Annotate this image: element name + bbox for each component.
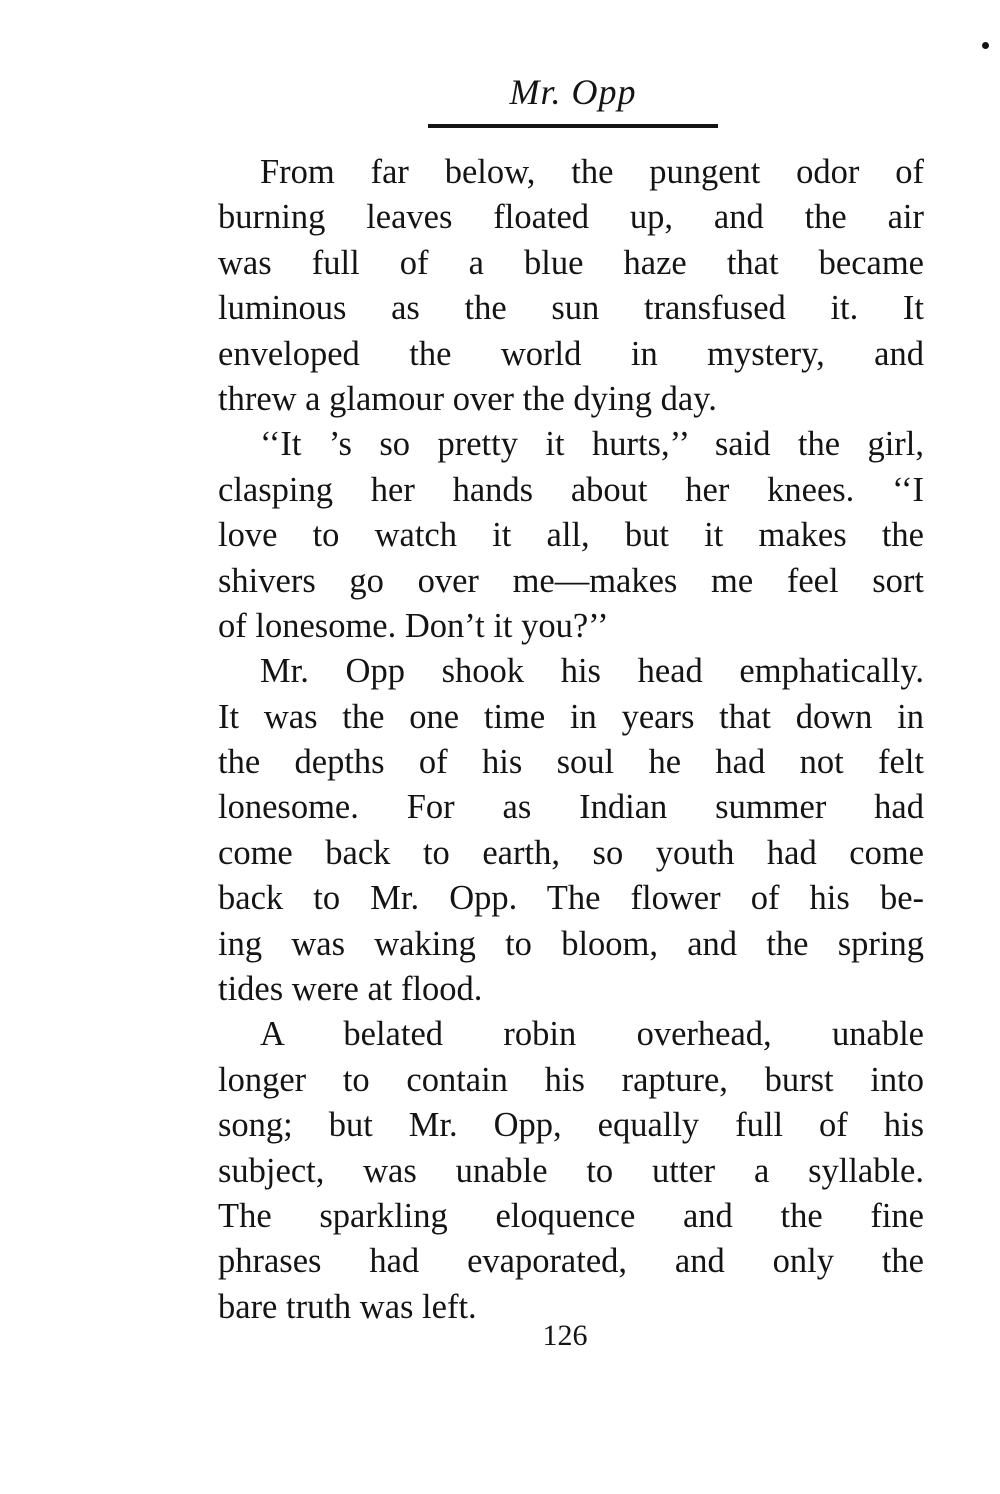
text-line: subject, was unable to utter a syllable. bbox=[218, 1151, 924, 1190]
text-line: back to Mr. Opp. The flower of his be- bbox=[218, 879, 924, 918]
paragraph-3 bbox=[218, 649, 924, 1012]
text-line: threw a glamour over the dying day. bbox=[218, 379, 717, 418]
text-line: ‘‘It ’s so pretty it hurts,’’ said the girl, bbox=[260, 425, 924, 464]
body-text bbox=[218, 150, 924, 1330]
text-line: enveloped the world in mystery, and bbox=[218, 334, 924, 373]
text-line: was full of a blue haze that became bbox=[218, 243, 924, 282]
stray-ink-dot bbox=[982, 42, 989, 49]
paragraph-2 bbox=[218, 422, 924, 649]
text-line: of lonesome. Don’t it you?’’ bbox=[218, 606, 609, 645]
text-line: The sparkling eloquence and the fine bbox=[218, 1196, 924, 1235]
text-line: come back to earth, so youth had come bbox=[218, 833, 924, 872]
paragraph-1 bbox=[218, 150, 924, 422]
text-line: bare truth was left. bbox=[218, 1287, 477, 1326]
text-line: shivers go over me—makes me feel sort bbox=[218, 561, 924, 600]
text-line: song; but Mr. Opp, equally full of his bbox=[218, 1106, 924, 1145]
text-line: A belated robin overhead, unable bbox=[260, 1015, 924, 1054]
text-line: burning leaves floated up, and the air bbox=[218, 198, 924, 237]
header-rule bbox=[428, 124, 718, 128]
text-line: phrases had evaporated, and only the bbox=[218, 1242, 924, 1281]
text-line: ing was waking to bloom, and the spring bbox=[218, 924, 924, 963]
text-line: love to watch it all, but it makes the bbox=[218, 516, 924, 555]
page-number: 126 bbox=[542, 1319, 588, 1352]
running-head-title: Mr. Opp bbox=[509, 72, 637, 112]
text-line: luminous as the sun transfused it. It bbox=[218, 289, 924, 328]
text-line: From far below, the pungent odor of bbox=[260, 153, 924, 191]
text-line: the depths of his soul he had not felt bbox=[218, 743, 924, 782]
text-line: It was the one time in years that down in bbox=[218, 697, 924, 736]
text-line: Mr. Opp shook his head emphatically. bbox=[260, 652, 924, 691]
text-line: lonesome. For as Indian summer had bbox=[218, 788, 924, 827]
text-line: tides were at flood. bbox=[218, 970, 483, 1009]
paragraph-4 bbox=[218, 1012, 924, 1330]
text-line: clasping her hands about her knees. ‘‘I bbox=[218, 470, 924, 509]
text-line: longer to contain his rapture, burst into bbox=[218, 1060, 924, 1099]
